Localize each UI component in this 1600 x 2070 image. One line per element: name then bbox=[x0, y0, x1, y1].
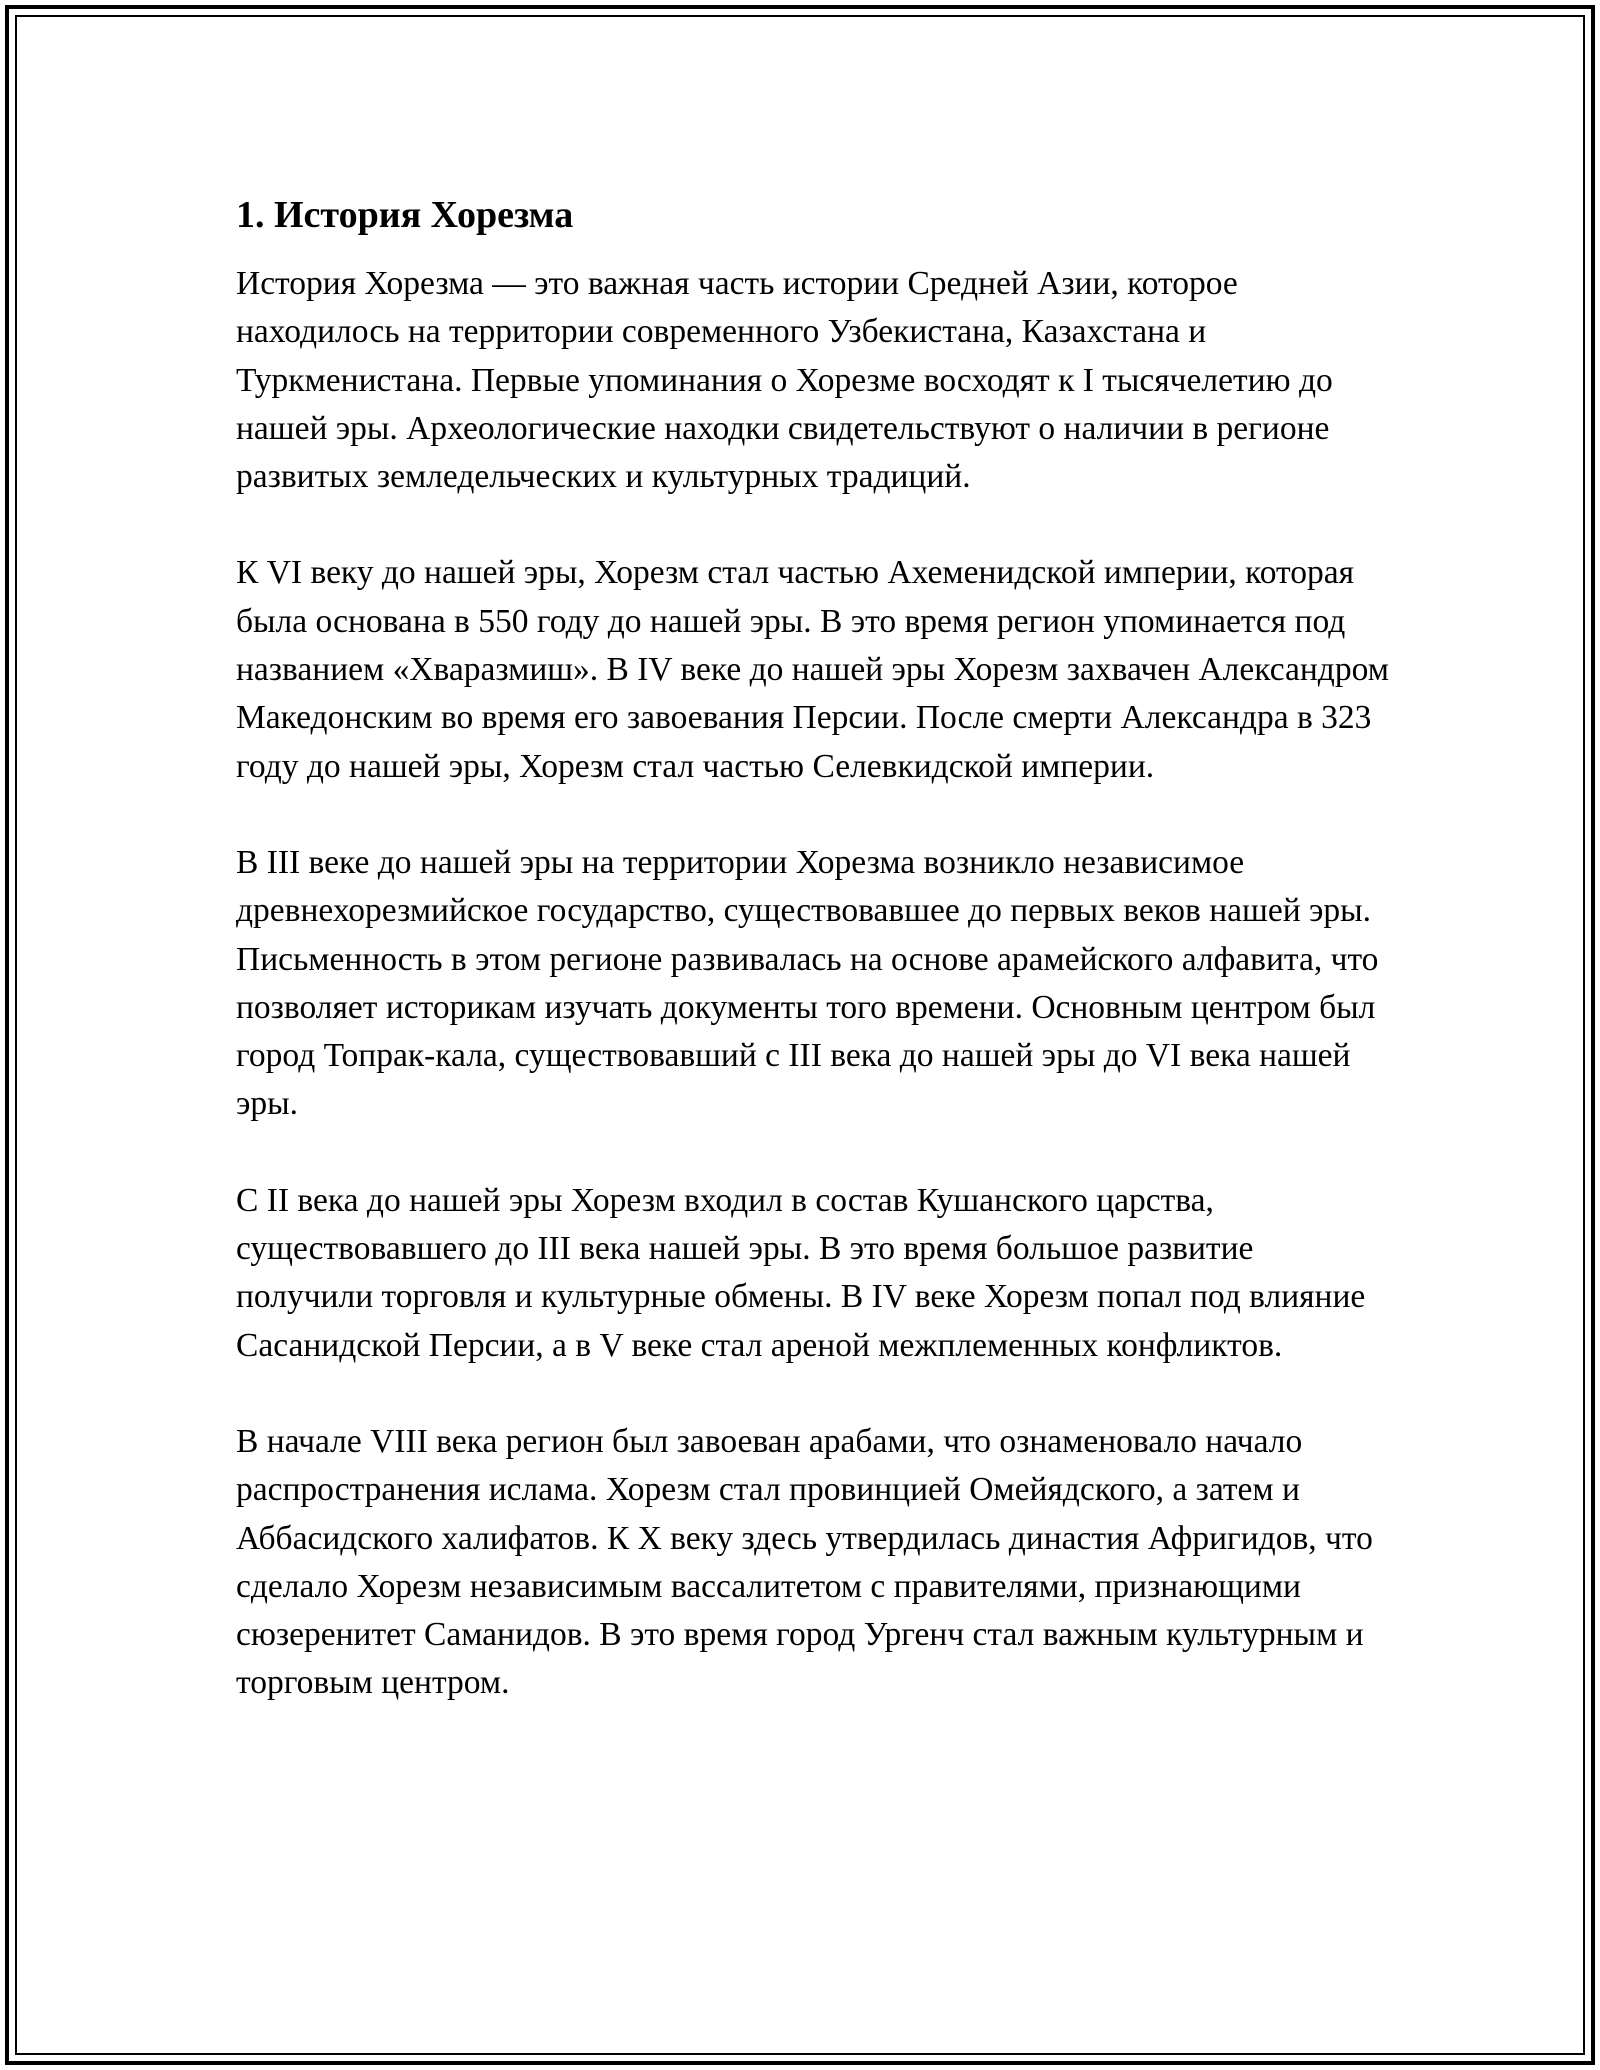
document-content bbox=[236, 184, 1396, 1708]
section-heading: 1. История Хорезма bbox=[236, 194, 574, 236]
paragraph-3: В III веке до нашей эры на территории Хорезма возникло независимое древнехорезмийское государство, существовавшее до первых веков нашей эры. Письменность в этом регионе развивалась на основе арамейского алфавита, что позволяет историкам изучать документы того времени. Основным центром был город Топрак-кала, существовавший с III века до нашей эры до VI века нашей эры. bbox=[236, 843, 1379, 1123]
paragraph-2: К VI веку до нашей эры, Хорезм стал частью Ахеменидской империи, которая была основана в 550 году до нашей эры. В это время регион упоминается под названием «Хваразмиш». В IV веке до нашей эры Хорезм захвачен Александром Македонским во время его завоевания Персии. После смерти Александра в 323 году до нашей эры, Хорезм стал частью Селевкидской империи. bbox=[236, 554, 1389, 785]
paragraph-4: С II века до нашей эры Хорезм входил в состав Кушанского царства, существовавшего до III века нашей эры. В это время большое развитие получили торговля и культурные обмены. В IV веке Хорезм попал под влияние Сасанидской Персии, а в V веке стал ареной межплеменных конфликтов. bbox=[236, 1181, 1366, 1364]
document-body bbox=[236, 260, 1396, 1708]
paragraph-5: В начале VIII века регион был завоеван арабами, что ознаменовало начало распространения ислама. Хорезм стал провинцией Омейядского, а затем и Аббасидского халифатов. К X веку здесь утвердилась династия Афригидов, что сделало Хорезм независимым вассалитетом с правителями, признающими сюзеренитет Саманидов. В это время город Ургенч стал важным культурным и торговым центром. bbox=[236, 1422, 1373, 1702]
paragraph-1: История Хорезма — это важная часть истории Средней Азии, которое находилось на территории современного Узбекистана, Казахстана и Туркменистана. Первые упоминания о Хорезме восходят к I тысячелетию до нашей эры. Археологические находки свидетельствуют о наличии в регионе развитых земледельческих и культурных традиций. bbox=[236, 265, 1333, 496]
